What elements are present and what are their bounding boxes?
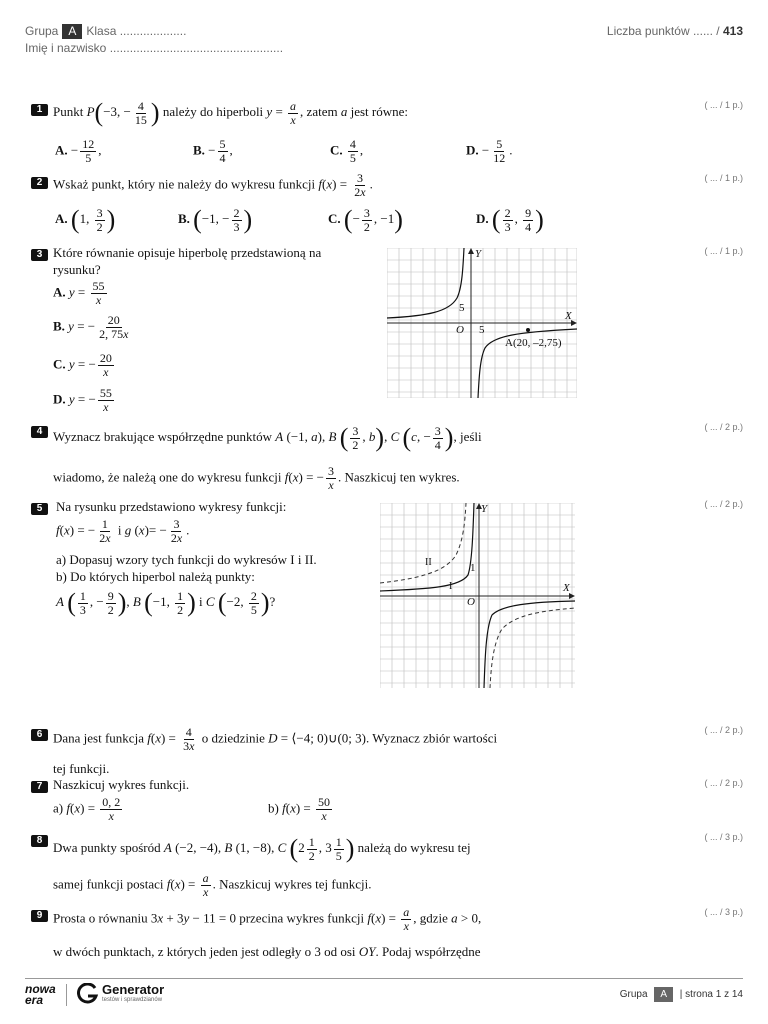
text: jest równe: (350, 103, 408, 119)
question-text: Punkt P(−3, − $\frac{4}{15}$ ) należy do hiperboli y = $\frac{a}{x}$ , zatem a jest równe: (53, 98, 408, 127)
hyperbola-graph-q5 (380, 503, 575, 688)
question-text: Dana jest funkcja f(x) = $\frac{4}{3x}$ o dziedzinie D = ⟨−4; 0)∪(0; 3). Wyznacz zbiór wartości (53, 725, 498, 753)
page-info (620, 987, 743, 1002)
subtask-a: a) f(x) = $\frac{0, 2}{x}$ (53, 795, 121, 823)
text: Wyznacz brakujące współrzędne punktów (53, 428, 273, 444)
question-number: 5 (31, 503, 48, 515)
page-number: | strona 1 z 14 (679, 989, 743, 1000)
y-tick-label: 5 (459, 302, 465, 314)
question-text: tej funkcji. (53, 761, 110, 776)
answer-option-b[interactable]: B. (−1, − $\frac{2}{3}$ ) (178, 205, 253, 234)
question-number: 1 (31, 104, 48, 116)
question-number: 7 (31, 781, 48, 793)
answer-option-d[interactable]: D. − $\frac{5}{12}$ . (466, 137, 513, 165)
point-label: A(20, –2,75) (505, 337, 562, 349)
text: . Wyznacz zbiór wartości (366, 730, 498, 746)
text: a) (53, 800, 64, 816)
points-badge: ( ... / 3 p.) (704, 907, 743, 917)
question-text: Prosta o równaniu 3x + 3y − 11 = 0 przecina wykres funkcji f(x) = $\frac{a}{x}$ , gdzie a > 0, (53, 905, 482, 933)
answer-option-b[interactable]: B. − $\frac{5}{4}$ , (193, 137, 233, 165)
origin-label: O (456, 324, 464, 336)
text: Prosta o równaniu (53, 910, 148, 926)
text: Dwa punkty spośród (53, 839, 161, 855)
function-formulas: f(x) = − $\frac{1}{2x}$ i g (x)= − $\frac{3}{2x}$ . (56, 517, 190, 545)
graph-label-i: I (449, 581, 453, 592)
question-text: Dwa punkty spośród A (−2, −4), B (1, −8), C (2 $\frac{1}{2}$ , 3 $\frac{1}{5}$ ) należą do wykresu tej (53, 834, 471, 863)
generator-text (102, 982, 164, 1003)
question-text: Naszkicuj wykres funkcji. (53, 777, 190, 792)
question-text: samej funkcji postaci f(x) = $\frac{a}{x}$ . Naszkicuj wykres tej funkcji. (53, 871, 372, 899)
group-badge: A (654, 987, 673, 1002)
header-group (25, 24, 186, 39)
text: . Naszkicuj ten wykres. (338, 469, 460, 485)
option-letter: B. (178, 210, 190, 226)
option-letter: B. (53, 318, 65, 334)
points-badge: ( ... / 2 p.) (704, 422, 743, 432)
text: należy do hiperboli (162, 103, 264, 119)
question-number: 2 (31, 177, 48, 189)
footer-divider (25, 978, 743, 979)
question-number: 8 (31, 835, 48, 847)
text: przecina wykres funkcji (239, 910, 365, 926)
points-badge: ( ... / 1 p.) (704, 246, 743, 256)
points-badge: ( ... / 1 p.) (704, 100, 743, 110)
text: , jeśli (453, 428, 482, 444)
text: wiadomo, że należą one do wykresu funkcji (53, 469, 282, 485)
question-text: Które równanie opisuje hiperbolę przedstawioną na (53, 245, 322, 260)
logo-text: era (25, 993, 44, 1007)
generator-g-icon (77, 983, 99, 1005)
hyperbola-graph-q3 (387, 248, 577, 398)
option-letter: D. (466, 142, 479, 158)
text: Punkt (53, 103, 84, 119)
question-text: Wyznacz brakujące współrzędne punktów A (−1, a), B ( $\frac{3}{2}$ , b), C (c, − $\frac{3}{4}$ ), jeśli (53, 423, 482, 452)
y-tick-label: 1 (470, 562, 476, 574)
option-letter: B. (193, 142, 205, 158)
answer-option-a[interactable]: A. − $\frac{12}{5}$ , (55, 137, 102, 165)
option-letter: C. (328, 210, 341, 226)
text: , zatem (300, 103, 338, 119)
subtask-b: b) f(x) = $\frac{50}{x}$ (268, 795, 331, 823)
text: w dwóch punktach, z których jeden jest odległy o 3 od osi (53, 944, 356, 959)
graph-label-ii: II (425, 557, 432, 568)
group-label: Grupa (619, 989, 648, 1000)
points-total: 413 (722, 24, 743, 38)
answer-option-b[interactable]: B. y = − $\frac{20}{2, 75x}$ (53, 313, 129, 341)
option-letter: C. (53, 356, 66, 372)
points-badge: ( ... / 3 p.) (704, 832, 743, 842)
points-list: A ( $\frac{1}{3}$ , − $\frac{9}{2}$ ), B (−1, $\frac{1}{2}$ ) i C (−2, $\frac{2}{5}$ )? (56, 588, 276, 617)
class-field[interactable]: Klasa .................... (86, 24, 187, 38)
text: , gdzie (413, 910, 448, 926)
answer-option-c[interactable]: C. $\frac{4}{5}$ , (330, 137, 364, 165)
question-text: w dwóch punktach, z których jeden jest odległy o 3 od osi OY. Podaj współrzędne (53, 944, 481, 959)
answer-option-d[interactable]: D. y = − $\frac{55}{x}$ (53, 386, 112, 414)
text: . Podaj współrzędne (375, 944, 481, 959)
points-badge: ( ... / 2 p.) (704, 778, 743, 788)
x-tick-label: 5 (479, 324, 485, 336)
nowa-era-logo (25, 984, 56, 1006)
answer-option-c[interactable]: C. y = − $\frac{20}{x}$ (53, 351, 112, 379)
generator-title: Generator (102, 982, 165, 997)
option-letter: D. (53, 391, 66, 407)
subtask-b: b) Do których hiperbol należą punkty: (56, 569, 255, 584)
generator-logo (77, 983, 99, 1010)
group-badge: A (62, 24, 82, 39)
points-badge: ( ... / 2 p.) (704, 725, 743, 735)
y-axis-label: Y (475, 248, 482, 260)
text: Dana jest funkcja (53, 730, 144, 746)
option-letter: A. (55, 142, 68, 158)
text: o dziedzinie (201, 730, 265, 746)
x-axis-label: X (565, 310, 572, 322)
question-number: 3 (31, 249, 48, 261)
answer-option-a[interactable]: A. y = $\frac{55}{x}$ (53, 279, 105, 307)
text: . Naszkicuj wykres tej funkcji. (212, 876, 372, 892)
points-label: Liczba punktów ...... / (606, 24, 720, 38)
points-badge: ( ... / 2 p.) (704, 499, 743, 509)
text: samej funkcji postaci (53, 876, 164, 892)
option-letter: A. (53, 284, 66, 300)
question-number: 6 (31, 729, 48, 741)
name-field[interactable]: Imię i nazwisko .................................................... (25, 41, 284, 55)
y-axis-label: Y (481, 503, 488, 515)
question-text: wiadomo, że należą one do wykresu funkcji f(x) = − $\frac{3}{x}$ . Naszkicuj ten wykres. (53, 464, 460, 492)
text: należą do wykresu tej (357, 839, 471, 855)
question-number: 9 (31, 910, 48, 922)
text: Wskaż punkt, który nie należy do wykresu funkcji (53, 176, 316, 192)
question-text: Na rysunku przedstawiono wykresy funkcji: (56, 499, 287, 514)
option-letter: D. (476, 210, 489, 226)
points-badge: ( ... / 1 p.) (704, 173, 743, 183)
question-text: rysunku? (53, 262, 101, 277)
x-axis-label: X (563, 582, 570, 594)
subtask-a: a) Dopasuj wzory tych funkcji do wykresów I i II. (56, 552, 317, 567)
points-header (607, 24, 743, 38)
logo-text: nowa (25, 982, 56, 996)
text: b) (268, 800, 279, 816)
option-letter: A. (55, 210, 68, 226)
origin-label: O (467, 596, 475, 608)
question-text: Wskaż punkt, który nie należy do wykresu funkcji f(x) = $\frac{3}{2x}$ . (53, 171, 373, 199)
question-number: 4 (31, 426, 48, 438)
answer-option-d[interactable]: D. ( $\frac{2}{3}$ , $\frac{9}{4}$ ) (476, 205, 544, 234)
answer-option-c[interactable]: C. (− $\frac{3}{2}$ , −1) (328, 205, 403, 234)
logo-divider (66, 984, 67, 1006)
answer-option-a[interactable]: A. (1, $\frac{3}{2}$ ) (55, 205, 116, 234)
group-label: Grupa (25, 24, 59, 38)
option-letter: C. (330, 142, 343, 158)
generator-subtitle: testów i sprawdzianów (102, 997, 163, 1003)
